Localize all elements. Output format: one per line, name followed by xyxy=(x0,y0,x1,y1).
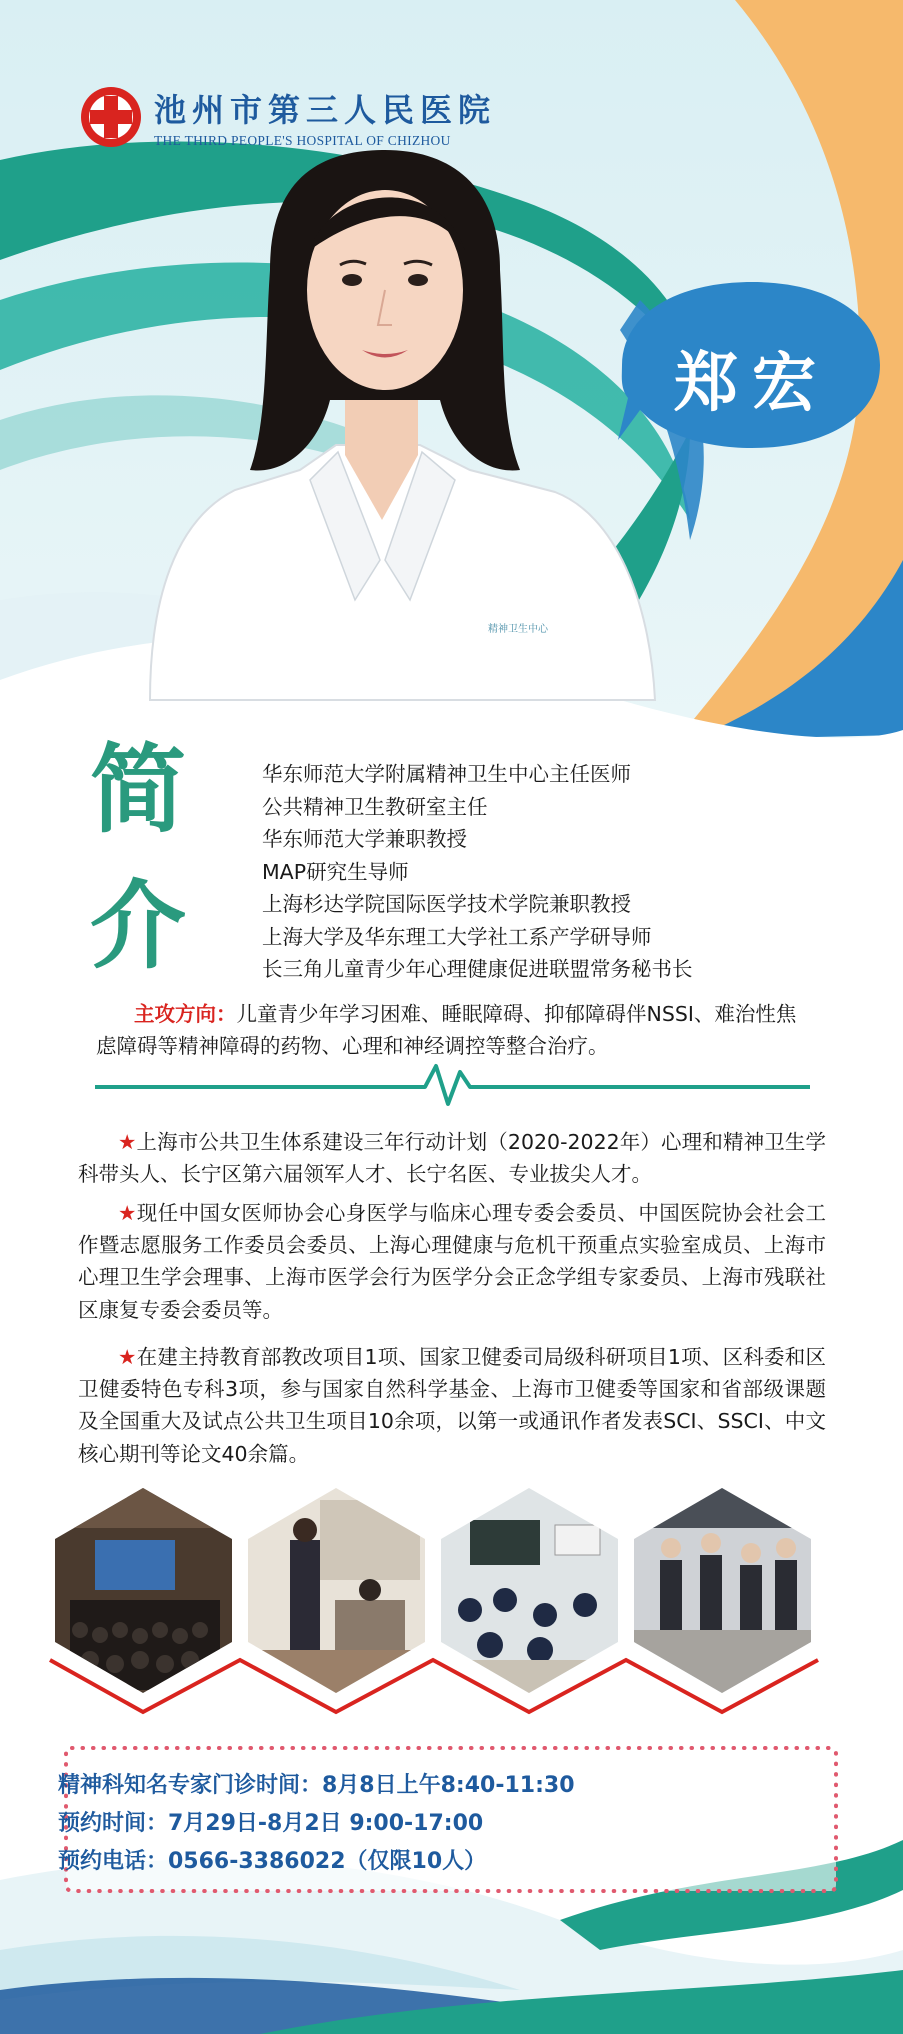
focus-text: 儿童青少年学习困难、睡眠障碍、抑郁障碍伴NSSI、难治性焦虑障碍等精神障碍的药物、心理和神经调控等整合治疗。 xyxy=(96,1002,797,1058)
focus-label: 主攻方向： xyxy=(134,1002,237,1026)
achievement-paragraph: ★在建主持教育部教改项目1项、国家卫健委司局级科研项目1项、区科委和区卫健委特色专科3项，参与国家自然科学基金、上海市卫健委等国家和省部级课题及全国重大及试点公共卫生项目10余项，以第一或通讯作者发表SCI、SSCI、中文核心期刊等论文40余篇。 xyxy=(78,1345,826,1466)
achievement-paragraph: ★现任中国女医师协会心身医学与临床心理专委会委员、中国医院协会社会工作暨志愿服务工作委员会委员、上海心理健康与危机干预重点实验室成员、上海市心理卫生学会理事、上海市医学会行为医学分会正念学组专家委员、上海市残联社区康复专委会委员等。 xyxy=(78,1201,826,1322)
intro-title: 简介 xyxy=(90,733,186,982)
list-item: MAP研究生导师 xyxy=(262,859,409,884)
star-icon: ★ xyxy=(118,1130,137,1154)
booking-time: 预约时间：7月29日-8月2日 9:00-17:00 xyxy=(58,1811,484,1836)
booking-phone: 预约电话：0566-3386022（仅限10人） xyxy=(58,1849,487,1874)
hospital-name-cn: 池州市第三人民医院 xyxy=(154,91,497,129)
list-item: 长三角儿童青少年心理健康促进联盟常务秘书长 xyxy=(262,957,693,981)
star-icon: ★ xyxy=(118,1345,137,1369)
star-icon: ★ xyxy=(118,1201,137,1225)
achievement-paragraph: ★上海市公共卫生体系建设三年行动计划（2020-2022年）心理和精神卫生学科带头人、长宁区第六届领军人才、长宁名医、专业拔尖人才。 xyxy=(78,1130,826,1187)
list-item: 华东师范大学兼职教授 xyxy=(262,827,467,851)
hospital-name-en: THE THIRD PEOPLE'S HOSPITAL OF CHIZHOU xyxy=(154,133,451,148)
list-item: 上海杉达学院国际医学技术学院兼职教授 xyxy=(262,892,631,916)
list-item: 上海大学及华东理工大学社工系产学研导师 xyxy=(262,924,652,949)
list-item: 华东师范大学附属精神卫生中心主任医师 xyxy=(262,762,631,786)
clinic-hours: 精神科知名专家门诊时间：8月8日上午8:40-11:30 xyxy=(58,1773,575,1798)
doctor-name: 郑宏 xyxy=(674,346,830,421)
svg-text:精神卫生中心: 精神卫生中心 xyxy=(488,624,548,635)
list-item: 公共精神卫生教研室主任 xyxy=(262,794,488,819)
